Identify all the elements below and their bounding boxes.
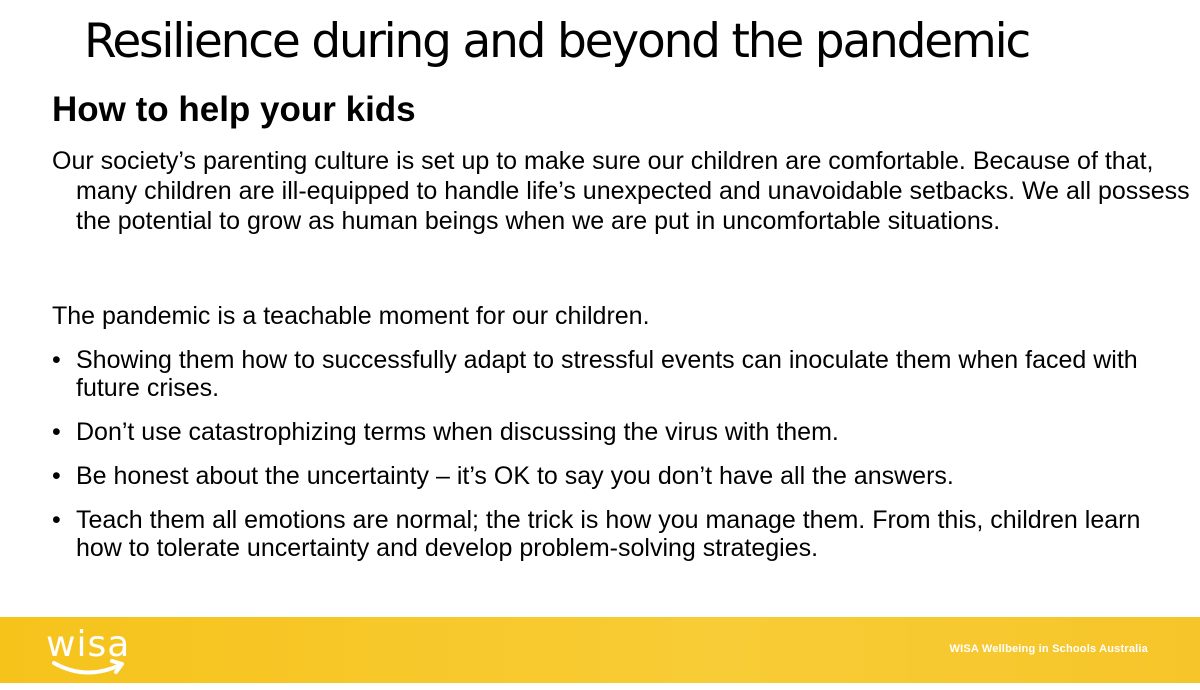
bullet-item [52, 418, 1182, 446]
intro-paragraph: Our society’s parenting culture is set up to make sure our children are comfortable. Because of that, many children are ill-equipped to handle life’s unexpected and unavoidable setbacks. We all possess the potential to grow as human beings when we are put in uncomfortable situations. [52, 147, 1190, 235]
bullet-dot-icon: • [52, 346, 61, 374]
organization-name: WISA Wellbeing in Schools Australia [949, 643, 1148, 655]
bullet-dot-icon: • [52, 418, 61, 446]
bullet-text: Don’t use catastrophizing terms when discussing the virus with them. [76, 418, 839, 446]
section-subheading: How to help your kids [52, 90, 416, 129]
bullet-text: Be honest about the uncertainty – it’s OK to say you don’t have all the answers. [76, 462, 954, 490]
smile-icon [50, 659, 130, 679]
lead-sentence: The pandemic is a teachable moment for our children. [52, 302, 650, 330]
footer-bar [0, 617, 1200, 683]
bullet-dot-icon: • [52, 462, 61, 490]
bullet-item [52, 346, 1182, 402]
wisa-logo [46, 625, 146, 677]
bullet-dot-icon: • [52, 506, 61, 534]
slide-title: Resilience during and beyond the pandemic [84, 14, 1030, 69]
bullet-item [52, 506, 1182, 562]
bullet-text: Showing them how to successfully adapt to stressful events can inoculate them when faced with future crises. [76, 346, 1138, 402]
bullet-item [52, 462, 1182, 490]
logo-wordmark: wisa [46, 624, 131, 665]
bullet-text: Teach them all emotions are normal; the trick is how you manage them. From this, children learn how to tolerate uncertainty and develop problem-solving strategies. [76, 506, 1141, 562]
bottom-strip [0, 683, 1200, 690]
bullet-list [52, 346, 1182, 578]
